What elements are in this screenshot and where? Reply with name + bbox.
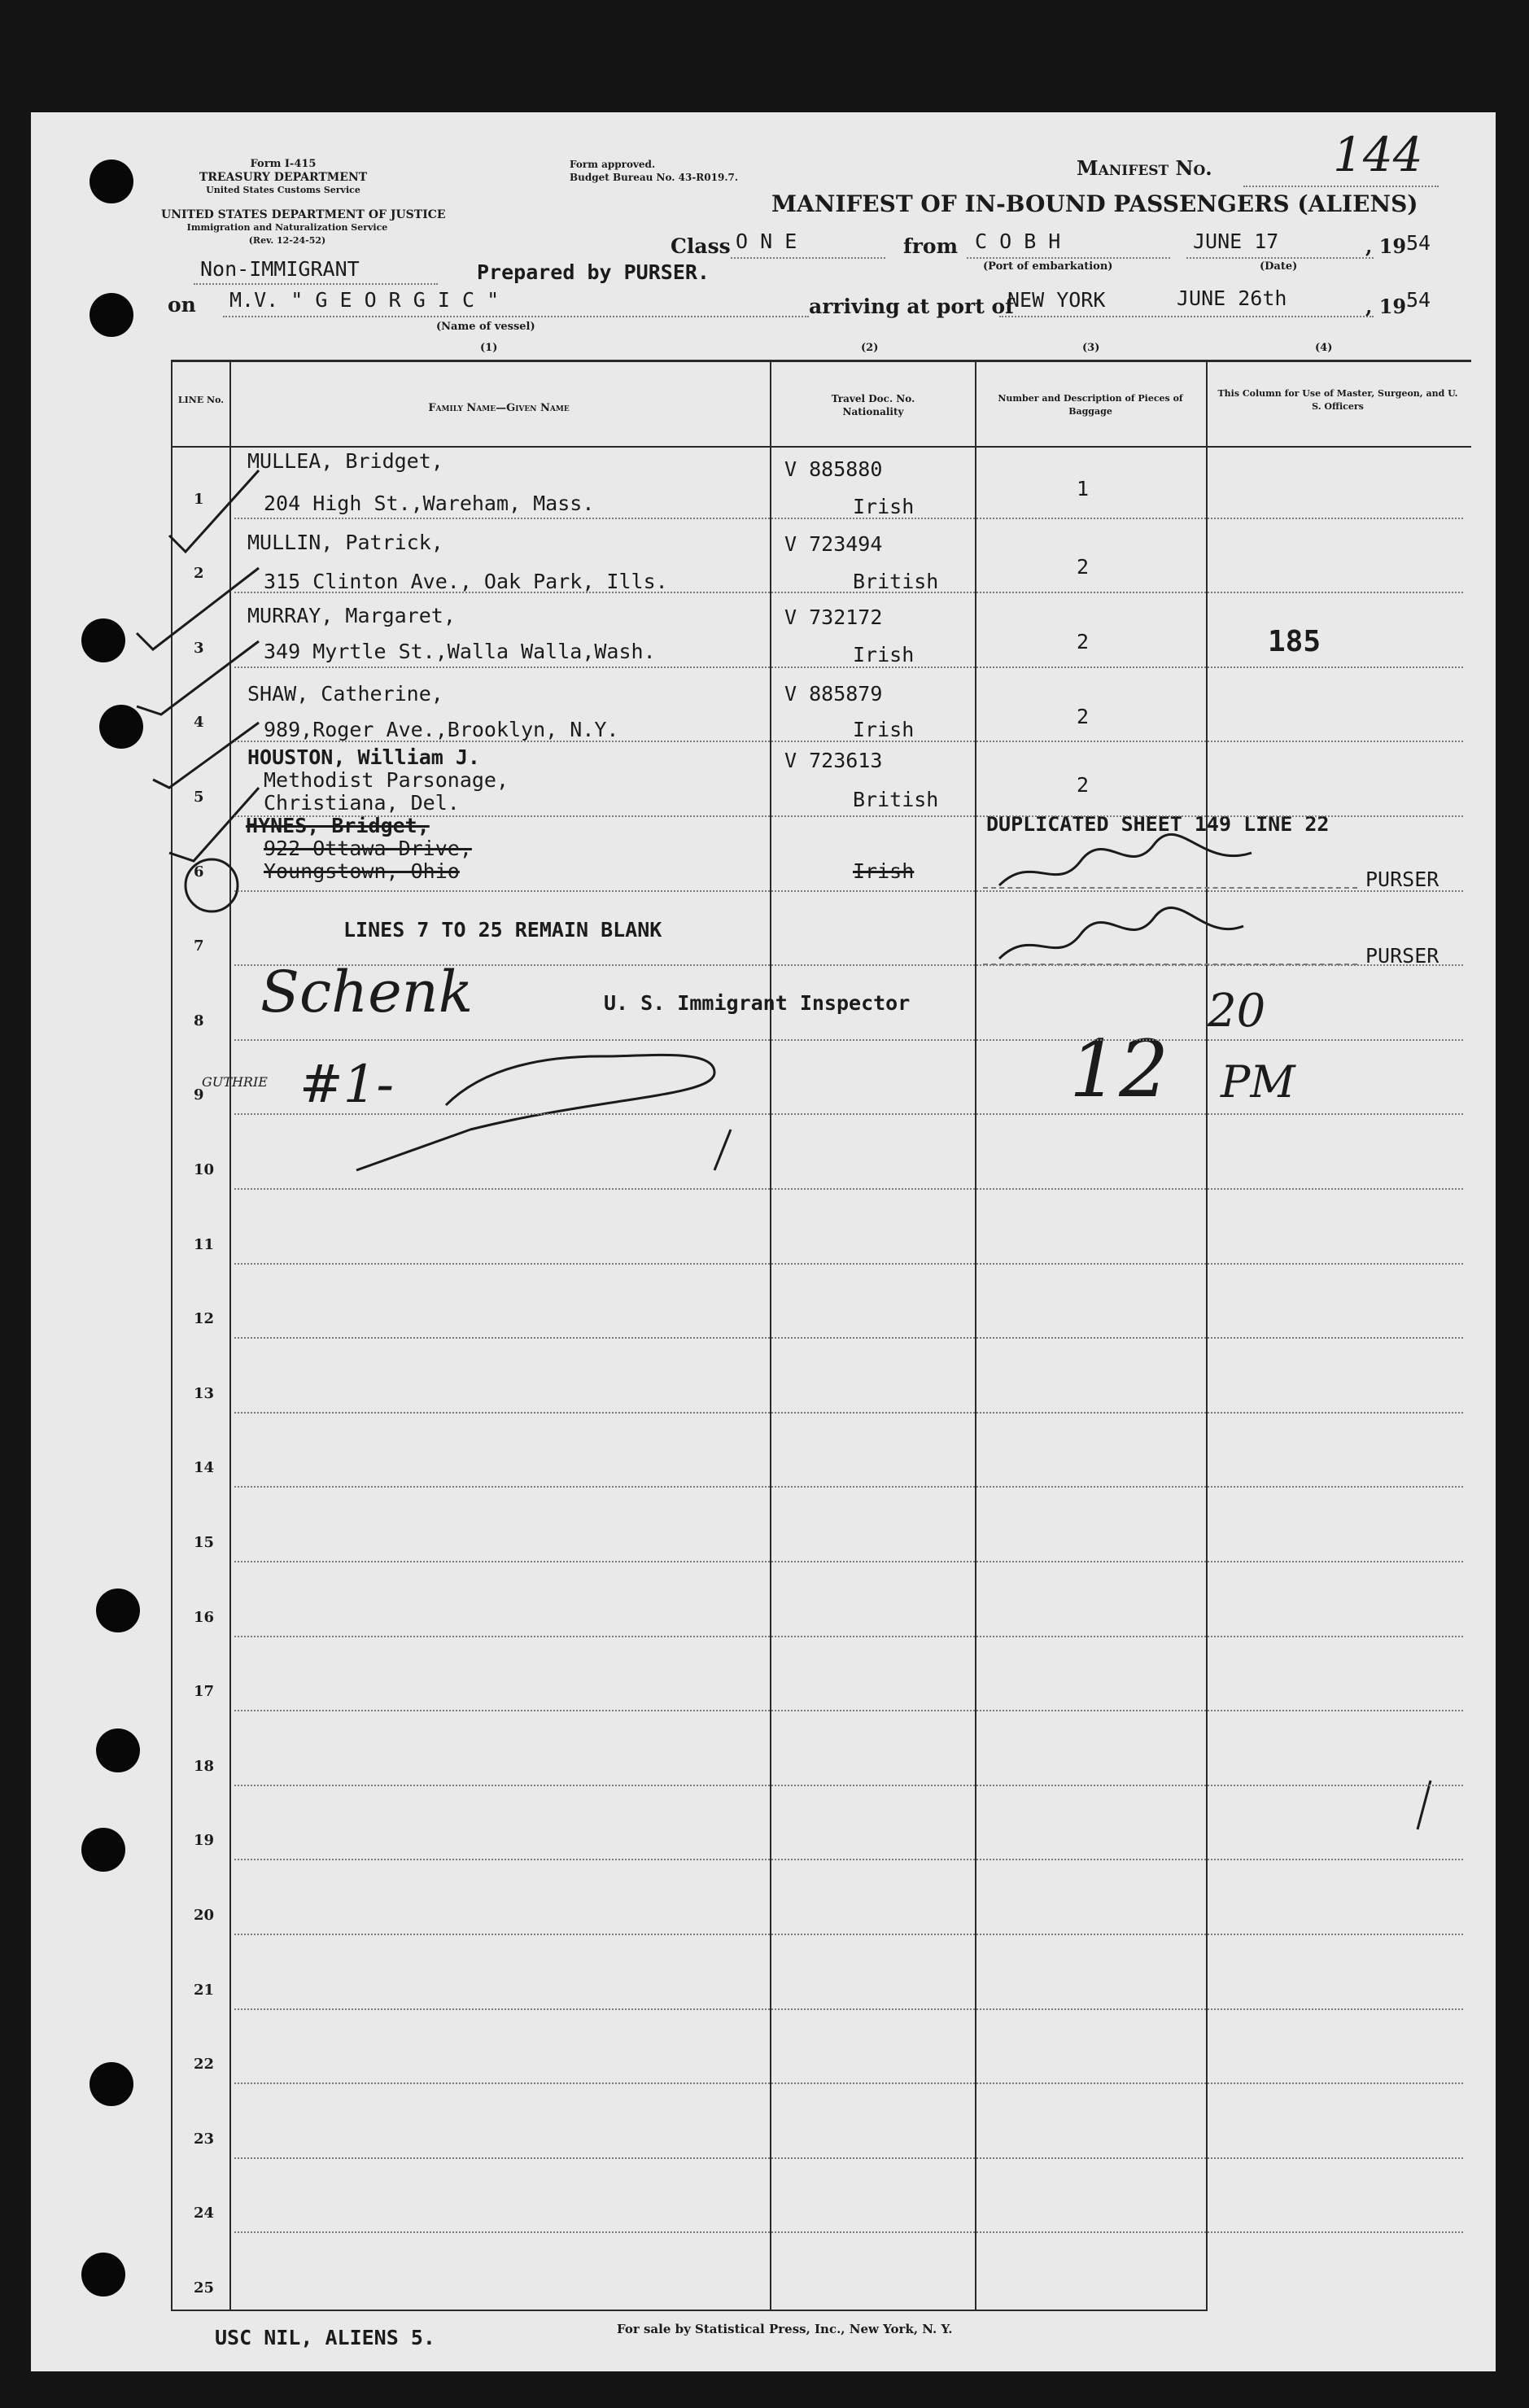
row-rule (234, 815, 1463, 817)
hand-number: #1- (299, 1055, 394, 1115)
p3-name: MURRAY, Margaret, (247, 604, 456, 627)
vessel-caption: (Name of vessel) (436, 321, 535, 333)
p1-name: MULLEA, Bridget, (247, 449, 443, 473)
guthrie-note: GUTHRIE (202, 1074, 268, 1090)
on-label: on (168, 293, 196, 317)
port-embark-caption: (Port of embarkation) (983, 260, 1113, 273)
cancelled-address: 922 Ottawa Drive, (264, 837, 472, 860)
manifest-number: 144 (1333, 127, 1423, 182)
p1-doc: V 885880 (784, 457, 883, 481)
row-rule (234, 592, 1463, 593)
col-num-3: (3) (1082, 342, 1100, 354)
row-rule (234, 1785, 1463, 1786)
col-official-header: This Column for Use of Master, Surgeon, and U. S. Officers (1217, 388, 1458, 412)
col-num-4: (4) (1315, 342, 1333, 354)
line-number: 14 (194, 1459, 215, 1476)
class-value: O N E (736, 229, 797, 253)
official-count: 185 (1268, 625, 1321, 658)
hand-time-sup: 20 (1208, 985, 1266, 1038)
row-rule (234, 2008, 1463, 2010)
hand-pm: PM (1221, 1056, 1295, 1108)
p4-bags: 2 (1077, 705, 1090, 728)
line-number: 21 (194, 1982, 215, 1999)
row-rule (234, 518, 1463, 519)
cancelled-name: HYNES, Bridget, (246, 814, 430, 837)
row-rule (234, 1337, 1463, 1339)
blank-lines-note: LINES 7 TO 25 REMAIN BLANK (343, 918, 662, 942)
p2-address: 315 Clinton Ave., Oak Park, Ills. (264, 570, 668, 593)
purser-signature-1 (999, 834, 1252, 885)
col-bag-header: Number and Description of Pieces of Baggage (998, 393, 1183, 417)
line-number: 9 (194, 1086, 204, 1103)
p5-address2: Christiana, Del. (264, 791, 460, 815)
line-number: 5 (194, 789, 204, 806)
from-value: C O B H (975, 229, 1061, 253)
manifest-sheet (31, 112, 1496, 2371)
annotations-layer (31, 112, 1496, 2371)
hand-stroke (714, 1130, 731, 1170)
row-rule (234, 1561, 1463, 1562)
p2-doc: V 723494 (784, 532, 883, 556)
p4-address: 989,Roger Ave.,Brooklyn, N.Y. (264, 718, 619, 741)
row-rule (234, 1263, 1463, 1265)
checkmark-4 (153, 723, 259, 788)
line-number: 11 (194, 1236, 215, 1253)
row-rule (234, 1113, 1463, 1115)
line-number: 12 (194, 1310, 215, 1327)
form-number: Form I-415 (250, 158, 317, 170)
line-number: 8 (194, 1012, 204, 1029)
purser-2: PURSER (1365, 944, 1439, 968)
from-label: from (903, 234, 959, 258)
row-rule (234, 666, 1463, 668)
row-rule (234, 1636, 1463, 1637)
line-number: 25 (194, 2279, 215, 2297)
p2-nationality: British (853, 570, 939, 593)
arrival-port: NEW YORK (1007, 288, 1106, 312)
line-number: 19 (194, 1832, 215, 1849)
row-rule (234, 890, 1463, 892)
p3-bags: 2 (1077, 630, 1090, 653)
arrival-year-prefix: , 19 (1365, 295, 1407, 318)
purser-signature-2 (999, 907, 1243, 959)
p1-address: 204 High St.,Wareham, Mass. (264, 492, 595, 515)
line-number: 2 (194, 565, 204, 582)
form-approved: Form approved. (570, 159, 656, 170)
ins-service: Immigration and Naturalization Service (186, 222, 388, 233)
arrival-date: JUNE 26th (1177, 286, 1287, 310)
footer-note: USC NIL, ALIENS 5. (215, 2326, 435, 2349)
p3-nationality: Irish (853, 643, 915, 666)
p5-name: HOUSTON, William J. (247, 745, 480, 769)
p1-nationality: Irish (853, 495, 915, 518)
line-number: 23 (194, 2130, 215, 2148)
manifest-no-label: Manifest No. (1077, 156, 1212, 180)
line-number: 16 (194, 1609, 215, 1626)
inspector-label: U. S. Immigrant Inspector (604, 991, 911, 1015)
budget-bureau: Budget Bureau No. 43-R019.7. (570, 172, 739, 183)
p3-address: 349 Myrtle St.,Walla Walla,Wash. (264, 640, 656, 663)
cancelled-address2: Youngstown, Ohio (264, 859, 460, 883)
row-rule (234, 1934, 1463, 1935)
customs-service: United States Customs Service (206, 185, 360, 195)
row-rule (234, 1859, 1463, 1860)
departure-year: 54 (1406, 231, 1431, 255)
margin-stroke (1418, 1781, 1431, 1829)
p5-address: Methodist Parsonage, (264, 768, 509, 792)
duplicated-note: DUPLICATED SHEET 149 LINE 22 (986, 812, 1330, 836)
line-number: 17 (194, 1683, 215, 1700)
cancelled-nationality: Irish (853, 859, 915, 883)
line-number: 10 (194, 1161, 215, 1178)
row-rule (234, 1710, 1463, 1711)
checkmark-1 (169, 470, 259, 552)
justice-dept: UNITED STATES DEPARTMENT OF JUSTICE (161, 208, 446, 221)
line-number: 18 (194, 1758, 215, 1775)
line-number: 22 (194, 2056, 215, 2073)
checkmark-5 (169, 788, 259, 861)
p5-nationality: British (853, 788, 939, 811)
year-prefix: , 19 (1365, 234, 1407, 258)
hand-time: 12 (1069, 1024, 1169, 1115)
class-label: Class (671, 234, 731, 258)
col-num-2: (2) (861, 342, 879, 354)
col-line-header: LINE No. (177, 395, 225, 405)
col-doc-header: Travel Doc. No. Nationality (831, 393, 915, 417)
purser-1: PURSER (1365, 867, 1439, 891)
p5-doc: V 723613 (784, 749, 883, 772)
line-number: 3 (194, 640, 204, 657)
printer-credit: For sale by Statistical Press, Inc., New York, N. Y. (617, 2322, 953, 2336)
p3-doc: V 732172 (784, 605, 883, 629)
line-number: 20 (194, 1907, 215, 1924)
prepared-by: Prepared by PURSER. (477, 260, 710, 284)
col-name-header: Family Name—Given Name (428, 402, 570, 414)
arrival-year: 54 (1406, 288, 1431, 312)
date-caption: (Date) (1260, 260, 1298, 273)
p2-bags: 2 (1077, 555, 1090, 579)
row-rule (234, 2157, 1463, 2159)
row-rule (234, 1412, 1463, 1414)
col-num-1: (1) (480, 342, 498, 354)
p4-name: SHAW, Catherine, (247, 682, 443, 706)
row-rule (234, 2231, 1463, 2233)
manifest-title: MANIFEST OF IN-BOUND PASSENGERS (ALIENS) (771, 190, 1418, 217)
row-rule (234, 964, 1463, 966)
row-rule (234, 1188, 1463, 1190)
p4-nationality: Irish (853, 718, 915, 741)
line-number: 24 (194, 2205, 215, 2222)
line-number: 7 (194, 937, 204, 955)
inspector-signature: Schenk (260, 959, 474, 1025)
p4-doc: V 885879 (784, 682, 883, 706)
p5-bags: 2 (1077, 773, 1090, 797)
row-rule (234, 1486, 1463, 1488)
p2-name: MULLIN, Patrick, (247, 531, 443, 554)
line-number: 15 (194, 1534, 215, 1551)
line-number: 4 (194, 714, 204, 731)
arriving-label: arriving at port of (809, 295, 1014, 318)
row-rule (234, 741, 1463, 742)
category: Non-IMMIGRANT (200, 257, 360, 281)
row-rule (234, 1039, 1463, 1041)
revision: (Rev. 12-24-52) (248, 235, 326, 246)
line-number: 13 (194, 1385, 215, 1402)
line-number: 1 (194, 491, 204, 508)
p1-bags: 1 (1077, 477, 1090, 500)
departure-date: JUNE 17 (1193, 229, 1279, 253)
line-number: 6 (194, 863, 204, 881)
row-rule (234, 2082, 1463, 2084)
vessel-name: M.V. " G E O R G I C " (229, 288, 500, 312)
treasury-dept: TREASURY DEPARTMENT (199, 171, 368, 184)
